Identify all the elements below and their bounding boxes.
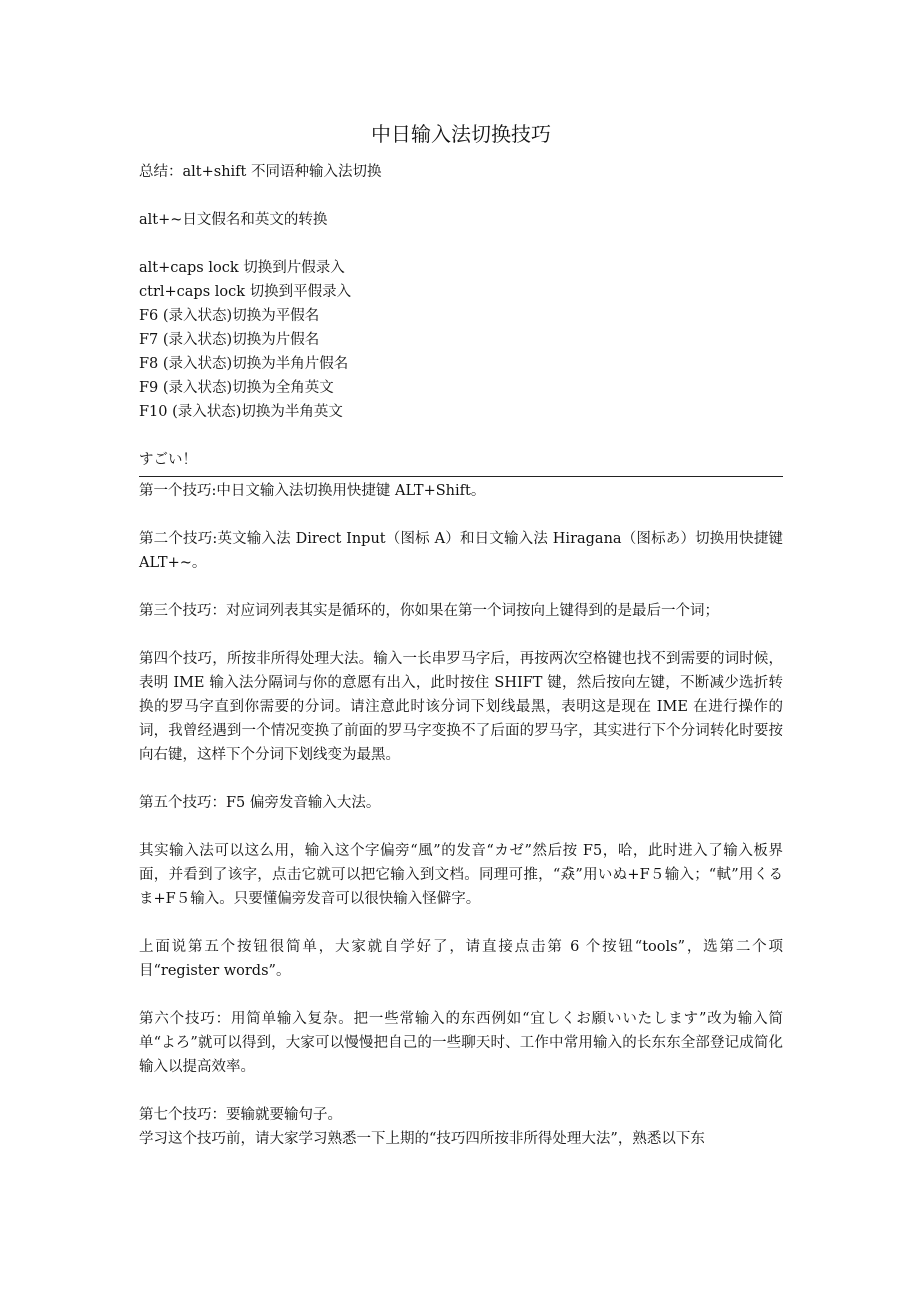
tip-paragraph: 第五个技巧：F5 偏旁发音输入大法。 <box>139 795 381 811</box>
shortcut-line: F7 (录入状态)切换为片假名 <box>139 332 320 348</box>
summary-line: alt+~日文假名和英文的转换 <box>139 212 328 228</box>
tip-paragraph: 第七个技巧：要输就要输句子。 <box>139 1107 342 1123</box>
tip-paragraph: 第一个技巧:中日文输入法切换用快捷键 ALT+Shift。 <box>139 483 486 499</box>
section-divider <box>139 476 783 477</box>
exclaim-line: すごい！ <box>139 452 197 468</box>
tip-paragraph: 第三个技巧：对应词列表其实是循环的，你如果在第一个词按向上键得到的是最后一个词； <box>139 603 719 619</box>
summary-line: 总结：alt+shift 不同语种输入法切换 <box>139 164 382 180</box>
spacer <box>139 232 783 256</box>
tip-paragraph: 第四个技巧，所按非所得处理大法。输入一长串罗马字后，再按两次空格键也找不到需要的词时候，表明 IME 输入法分隔词与你的意愿有出入，此时按住 SHIFT 键，然后按向左键，不断减少选折转换的罗马字直到你需要的分词。请注意此时该分词下划线最黑，表明这是现在 IME 在进行操作的词，我曾经遇到一个情况变换了前面的罗马字变换不了后面的罗马字，其实进行下个分词转化时要按向右键，这样下个分词下划线变为最黑。 <box>139 651 783 763</box>
document-body <box>139 120 783 1151</box>
shortcut-line: F10 (录入状态)切换为半角英文 <box>139 404 343 420</box>
tip-paragraph: 学习这个技巧前，请大家学习熟悉一下上期的“技巧四所按非所得处理大法”，熟悉以下东 <box>139 1131 705 1147</box>
tip-paragraph: 其实输入法可以这么用，输入这个字偏旁“風”的发音“カゼ”然后按 F5，哈，此时进入了输入板界面，并看到了该字，点击它就可以把它输入到文档。同理可推，“猋”用いぬ+F５输入；“軾”用くるま+F５输入。只要懂偏旁发音可以很快输入怪僻字。 <box>139 843 783 907</box>
shortcut-line: ctrl+caps lock 切换到平假录入 <box>139 284 352 300</box>
spacer <box>139 424 783 448</box>
page-title: 中日输入法切换技巧 <box>371 122 551 146</box>
spacer <box>139 184 783 208</box>
shortcut-line: F8 (录入状态)切换为半角片假名 <box>139 356 349 372</box>
shortcut-line: alt+caps lock 切换到片假录入 <box>139 260 345 276</box>
tip-paragraph: 上面说第五个按钮很简单，大家就自学好了，请直接点击第 6 个按钮“tools”，选第二个项目“register words”。 <box>139 939 783 979</box>
shortcut-line: F6 (录入状态)切换为平假名 <box>139 308 320 324</box>
shortcut-line: F9 (录入状态)切换为全角英文 <box>139 380 334 396</box>
tip-paragraph: 第二个技巧:英文输入法 Direct Input（图标 A）和日文输入法 Hiragana（图标あ）切换用快捷键 ALT+~。 <box>139 531 783 571</box>
tip-paragraph: 第六个技巧：用简单输入复杂。把一些常输入的东西例如“宜しくお願いいたします”改为输入简单“よろ”就可以得到，大家可以慢慢把自己的一些聊天时、工作中常用输入的长东东全部登记成简化输入以提高效率。 <box>139 1011 783 1075</box>
